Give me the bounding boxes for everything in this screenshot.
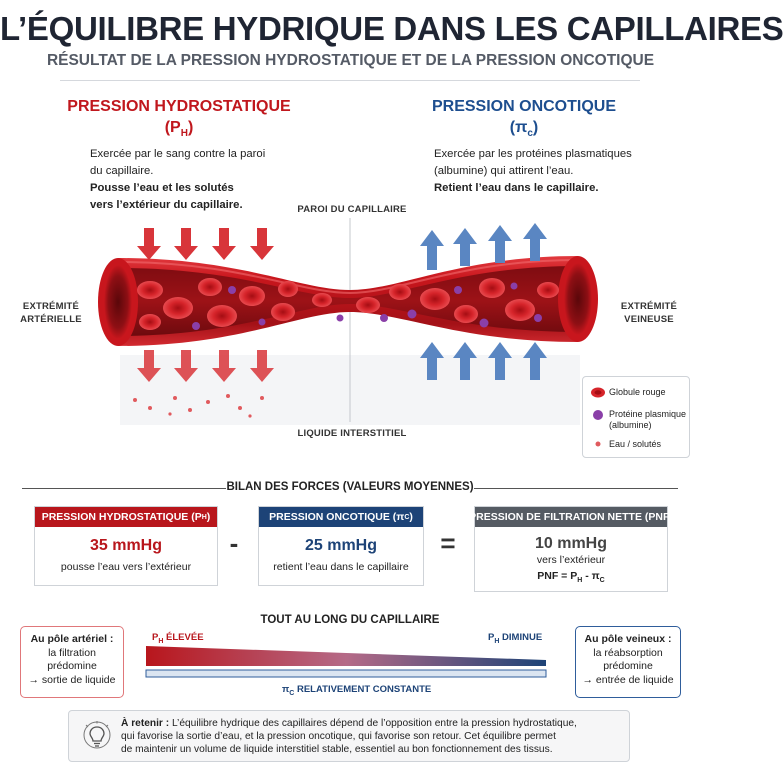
hydrostatic-card [34, 506, 218, 586]
hydrostatic-card-caption: pousse l’eau vers l’extérieur [60, 561, 192, 573]
ph-gradient-wedge [146, 646, 546, 666]
hydrostatic-heading: PRESSION HYDROSTATIQUE [67, 98, 291, 115]
arterial-pole-box: Au pôle artériel : la filtration prédomine → sortie de liquide [20, 626, 124, 698]
hydrostatic-symbol: $(P_H)$ [164, 119, 194, 140]
legend-item-water: Eau / solutés [587, 439, 661, 450]
legend-item-rbc: Globule rouge [587, 387, 666, 398]
ph-high-label: $P_H$ ÉLEVÉE [152, 632, 204, 645]
page-title: L’ÉQUILIBRE HYDRIQUE DANS LES CAPILLAIRES [0, 10, 783, 47]
interstitial-label: LIQUIDE INTERSTITIEL [297, 428, 407, 439]
net-filtration-card [469, 506, 673, 592]
oncotic-card-header: PRESSION ONCOTIQUE (π C ) [259, 507, 423, 527]
net-filtration-card-header: PRESSION DE FILTRATION NETTE (PNF) [475, 507, 667, 527]
oncotic-heading: PRESSION ONCOTIQUE [431, 98, 617, 115]
hydrostatic-card-header: PRESSION HYDROSTATIQUE (P H ) [35, 507, 217, 527]
venous-end-label: EXTRÉMITÉ VEINEUSE [620, 301, 678, 325]
pic-constant-bar [146, 670, 546, 677]
oncotic-card [258, 506, 424, 586]
oncotic-description: Exercée par les protéines plasmatiques (albumine) qui attirent l’eau. Retient l’eau dans le capillaire. [434, 148, 632, 194]
pressure-gradient-graphic [146, 644, 546, 684]
venous-pole-box: Au pôle veineux : la réabsorption prédomine → entrée de liquide [575, 626, 681, 698]
wall-label: PAROI DU CAPILLAIRE [297, 204, 407, 215]
page-subtitle: RÉSULTAT DE LA PRESSION HYDROSTATIQUE ET DE LA PRESSION ONCOTIQUE [46, 52, 655, 69]
along-section-title: TOUT AU LONG DU CAPILLAIRE [220, 614, 480, 626]
water-icon [587, 439, 609, 449]
balance-section-title: BILAN DES FORCES (VALEURS MOYENNES) [226, 481, 474, 493]
hydrostatic-description: Exercée par le sang contre la paroi du capillaire. Pousse l’eau et les solutés vers l’extérieur du capillaire. [90, 148, 266, 211]
arterial-end-label: EXTRÉMITÉ ARTÉRIELLE [20, 301, 82, 325]
oncotic-value: 25 mmHg [304, 537, 378, 554]
legend [582, 376, 690, 458]
rbc-icon [587, 387, 609, 398]
note-text: À retenir : L’équilibre hydrique des capillaires dépend de l’opposition entre la pression hydrostatique, qui favorise la sortie d’eau, et la pression oncotique, qui favorise son retour. Cet équilibre permet de maintenir un volume de liquide interstitiel stable, essentiel au bon fonctionnement des tissus. [121, 718, 577, 755]
net-filtration-formula: PNF = $P_H - \pi_C$ [537, 570, 605, 585]
equals-operator: = [440, 528, 456, 558]
hydrostatic-value: 35 mmHg [89, 537, 163, 554]
ph-low-label: $P_H$ DIMINUE [488, 632, 543, 645]
lightbulb-icon [81, 720, 113, 754]
pic-label: $\pi_C$ RELATIVEMENT CONSTANTE [282, 684, 432, 697]
minus-operator: - [229, 528, 239, 558]
net-filtration-value: 10 mmHg [534, 535, 608, 552]
net-filtration-caption: vers l’extérieur [536, 554, 606, 566]
protein-icon [587, 409, 609, 421]
legend-item-protein: Protéine plasmique (albumine) [587, 409, 686, 431]
oncotic-symbol: $(\pi_c)$ [509, 119, 539, 140]
key-takeaway-note [68, 710, 630, 762]
oncotic-card-caption: retient l’eau dans le capillaire [273, 561, 409, 573]
